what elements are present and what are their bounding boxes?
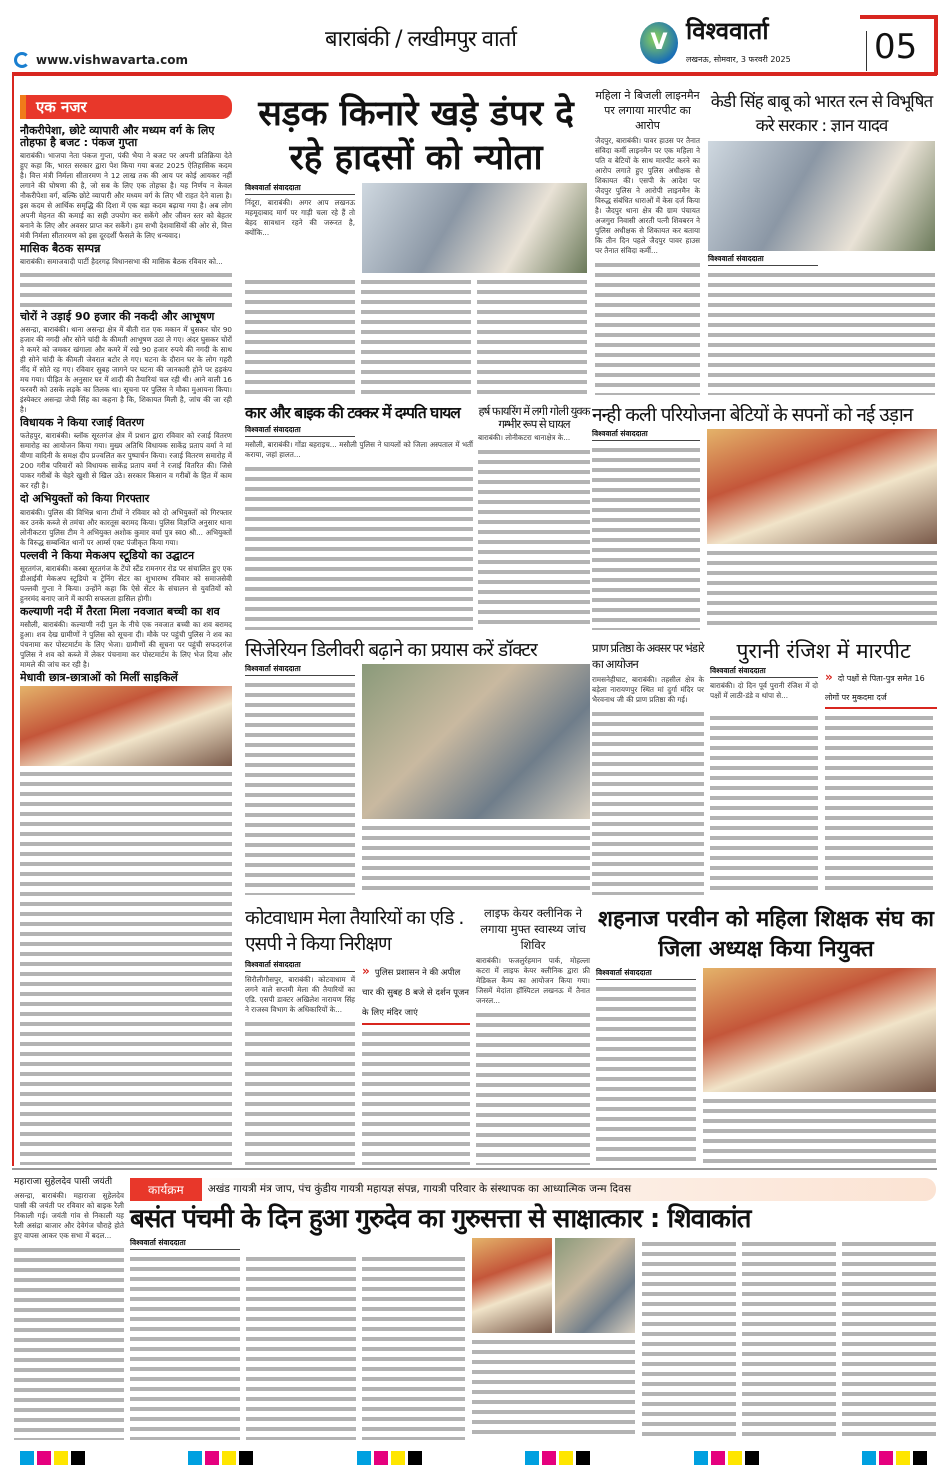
lineman-body: जैदपुर, बाराबंकी। पावर हाउस पर तैनात संविदा कर्मी लाइनमैन पर एक महिला ने पति व बेटियों के साथ मारपीट करने का आरोप लगाते हुए पुलिस अधीक्षक से शिकायत की। एसपी के आदेश पर जैदपुर पुलिस ने आरोपी लाइनमैन के विरुद्ध संबंधित धाराओं में केस दर्ज किया है। जैदपुर थाना क्षेत्र की ग्राम पंचायत अजगुरा निवासी आरती पत्नी शिवबरन ने पुलिस अधीक्षक से शिकायत कर बताया कि तीन दिन पहले जैदपुर पावर हाउस पर तैनात संविदा कर्मी... — [595, 136, 700, 255]
kotwadham-text-lines — [362, 1028, 470, 1165]
basant-text-lines — [642, 1238, 936, 1440]
story-body: मसौली, बाराबंकी। कल्याणी नदी पुल के नीचे एक नवजात बच्ची का शव बरामद हुआ। शव देख ग्रामीणों ने पुलिस को सूचना दी। मौके पर पहुंची पुलिस ने शव का पंचनामा कर पोस्टमार्टम के लिए भेजा। ग्रामीणों की सूचना पर पहुंची सफदरगंज पुलिस ने शव को कब्जे में लेकर पंचनामा कर पोस्टमार्टम के लिए भेज दिया और मामले की जांच कर रही है। — [20, 619, 232, 669]
lead-headline: सड़क किनारे खड़े डंपर दे रहे हादसों को न्योता — [258, 94, 574, 178]
byline: विश्ववार्ता संवाददाता — [596, 968, 696, 980]
shahnaz-text-lines — [703, 1095, 936, 1165]
story-headline: मासिक बैठक सम्पन्न — [20, 242, 101, 256]
lineman-text-lines — [595, 259, 700, 395]
pran-text-lines — [592, 708, 704, 895]
registration-swatch — [711, 1451, 725, 1465]
quote-chevron-icon: » — [362, 964, 370, 978]
brand-logo-icon: V — [640, 22, 678, 64]
registration-swatch-group — [20, 1450, 88, 1466]
gathering-photo — [555, 1238, 635, 1333]
story-body: फतेहपुर, बाराबंकी। ब्लॉक सूरतगंज क्षेत्र में प्रधान द्वारा रविवार को रजाई वितरण समारोह का आयोजन किया गया। मुख्य अतिथि विधायक साकेंद्र प्रताप वर्मा ने मां वीणा वादिनी के समक्ष दीप प्रज्वलित कर पुष्पार्चन किया। रजाई वितरण समारोह में 200 गरीब परिवारों को विधायक साकेंद्र प्रताप वर्मा ने रजाई वितरित की। जिसे पाकर गरीबों के चेहरे खुशी से खिल उठे। सरकार किसान व गरीबों के हित में काम कर रही है। — [20, 431, 232, 491]
registration-swatch-group — [525, 1450, 593, 1466]
basant-story — [130, 1178, 936, 1440]
byline: विश्ववार्ता संवाददाता — [130, 1238, 240, 1250]
registration-swatch — [525, 1451, 539, 1465]
story-headline: नौकरीपेशा, छोटे व्यापारी और मध्यम वर्ग के लिए तोहफा है बजट : पंकज गुप्ता — [20, 124, 215, 150]
registration-swatch — [357, 1451, 371, 1465]
kotwadham-body: सिरौलीगौसपुर, बाराबंकी। कोटवाधाम में लगने वाले सप्तमी मेला की तैयारियों का एडि. एसपी डाक्टर अखिलेश नारायण सिंह ने राजस्व विभाग के अधिकारियों के... — [245, 975, 355, 1014]
kd-singh-headline: केडी सिंह बाबू को भारत रत्न से विभूषित करे सरकार : ज्ञान यादव — [710, 92, 933, 136]
registration-swatch — [71, 1451, 85, 1465]
basant-text-lines — [130, 1253, 465, 1440]
ranjish-body: बाराबंकी। दो दिन पूर्व पुरानी रंजिश में दो पक्षों में लाठी-डंडे व थांपा से... — [710, 681, 818, 701]
pran-pratishtha-story — [592, 640, 704, 895]
story-headline: विधायक ने किया रजाई वितरण — [20, 416, 144, 430]
ranjish-pull-quote — [825, 666, 937, 709]
registration-swatch — [862, 1451, 876, 1465]
side-story-headline: महाराजा सुहेलदेव पासी जयंती — [14, 1177, 113, 1187]
nanhi-kali-event-photo — [707, 429, 937, 544]
nanhi-text-lines — [707, 547, 937, 630]
byline: विश्ववार्ता संवाददाता — [245, 425, 355, 437]
registration-swatch — [20, 1451, 34, 1465]
dumpers-road-photo — [362, 183, 587, 273]
registration-swatch — [694, 1451, 708, 1465]
shahnaz-text-lines — [596, 983, 696, 1165]
left-border — [12, 76, 14, 1166]
color-registration-bar — [20, 1450, 930, 1466]
shahnaz-story — [596, 905, 936, 1165]
car-bike-story — [245, 405, 473, 630]
basant-panchami-headline: बसंत पंचमी के दिन हुआ गुरुदेव का गुरुसत्ता से साक्षात्कार : शिवाकांत — [130, 1204, 751, 1234]
page-number: 05 — [874, 27, 918, 67]
car-bike-body: मसौली, बाराबंकी। गोंडा बहराइच... मसौली पुलिस ने घायलों को जिला अस्पताल में भर्ती कराया, जहां हालत... — [245, 440, 473, 460]
page-number-box — [860, 15, 938, 75]
story-body: सूरतगंज, बाराबंकी। कस्बा सूरतगंज के टेंपो स्टैंड रामनगर रोड पर संचालित हुए एक डीआईवी मेकअप स्टूडियो व ट्रेनिंग सेंटर का शुभारम्भ रविवार को समाजसेवी पल्लवी गुप्ता ने किया। उन्होंने कहा कि ऐसे सेंटर के संचालन से युवतियों को हुनरमंद बनाए जाने में काफी सफलता हासिल होगी। — [20, 563, 232, 603]
story-text-lines — [20, 269, 232, 309]
browser-icon — [14, 52, 30, 68]
registration-swatch — [391, 1451, 405, 1465]
lifecare-headline: लाइफ केयर क्लीनिक ने लगाया मुफ्त स्वास्थ्य जांच शिविर — [480, 906, 586, 952]
registration-swatch — [542, 1451, 556, 1465]
story-body: बाराबंकी। पुलिस की विभिन्न थाना टीमों ने रविवार को दो अभियुक्तों को गिरफ्तार कर उनके कब्जे से तमंचा और कारतूस बरामद किया। पुलिस विज्ञप्ति अनुसार थाना लोनीकटरा पुलिस टीम ने अभियुक्त अशोक कुमार वर्मा पुत्र स्व0 श्री... अभियुक्तों के विरुद्ध सम्बन्धित थानों पर आर्म्स एक्ट पंजीकृत किया गया। — [20, 507, 232, 547]
brand-name: विश्ववार्ता — [686, 17, 769, 45]
registration-swatch-group — [357, 1450, 425, 1466]
registration-swatch — [576, 1451, 590, 1465]
shahnaz-headline: शहनाज परवीन को महिला शिक्षक संघ का जिला अध्यक्ष किया नियुक्त — [597, 907, 934, 962]
registration-swatch — [54, 1451, 68, 1465]
kotwadham-pull-quote — [362, 960, 470, 1025]
nanhi-kali-headline: नन्ही कली परियोजना बेटियों के सपनों को नई उड़ान — [592, 404, 913, 426]
kotwadham-text-lines — [245, 1018, 355, 1165]
pran-pratishtha-headline: प्राण प्रतिष्ठा के अवसर पर भंडारे का आयोजन — [592, 641, 704, 671]
registration-swatch — [896, 1451, 910, 1465]
registration-swatch — [205, 1451, 219, 1465]
ranjish-text-lines — [710, 712, 937, 895]
lineman-headline: महिला ने बिजली लाइनमैन पर लगाया मारपीट का आरोप — [595, 89, 700, 132]
purani-ranjish-story — [710, 640, 937, 895]
nanhi-kali-story — [592, 405, 937, 630]
story-body: बाराबंकी। समाजवादी पार्टी हैदरगढ़ विधानसभा की मासिक बैठक रविवार को... — [20, 257, 223, 267]
registration-swatch — [374, 1451, 388, 1465]
story-headline: चोरों ने उड़ाई 90 हजार की नकदी और आभूषण — [20, 310, 215, 324]
cesarean-headline: सिजेरियन डिलीवरी बढ़ाने का प्रयास करें डॉक्टर — [245, 639, 537, 661]
byline: विश्ववार्ता संवाददाता — [245, 664, 355, 676]
story-headline: दो अभियुक्तों को किया गिरफ्तार — [20, 492, 150, 506]
lifecare-body: बाराबंकी। फजलुर्रहमान पार्क, मोहल्ला कटरा में लाइफ केयर क्लीनिक द्वारा फ्री मेडिकल कैम्प का आयोजन किया गया। जिसमें मेदांता हॉस्पिटल लखनऊ में तैनात जनरल... — [476, 956, 590, 1005]
story-body: असन्द्रा, बाराबंकी। थाना असन्द्रा क्षेत्र में बीती रात एक मकान में घुसकर चोर 90 हजार की नगदी और सोने चांदी के कीमती आभूषण उठा ले गए। अंदर घुसकर चोरों ने कमरे को जमकर खंगाला और कमरे में रखे 90 हजार रुपये की नगदी के साथ ही सोने चांदी के कीमती जेवरात बटोर ले गए। घटना के दौरान घर के लोग गहरी नींद में सोते रह गए। रविवार सुबह जागने पर घटना की जानकारी होने पर हड़कंप मच गया। पीड़ित के अनुसार घर में शादी की तैयारियां चल रही थी। आने वाली 16 फरवरी को उसके लड़के का तिलक था। सूचना पर पुलिस ने मौका मुआयना किया। इंस्पेक्टर असन्द्रा जेपी सिंह का कहना है कि, शिकायत मिली है, जांच की जा रही है। — [20, 325, 232, 415]
pran-pratishtha-body: रामसनेहीघाट, बाराबंकी। तहसील क्षेत्र के बड़ेला नारायणपुर स्थित मां दुर्गा मंदिर पर भैरवनाथ जी की प्राण प्रतिष्ठा की गई। — [592, 675, 704, 704]
nanhi-text-lines — [592, 444, 700, 630]
karyakram-strap — [130, 1178, 936, 1201]
side-story-body: असन्द्रा, बाराबंकी। महाराजा सुहेलदेव पासी की जयंती पर रविवार को बाइक रैली निकाली गई। जयंती गांव से निकाली यह रैली असंद्रा बाजार और देवेगंज चौराहे होते हुए वापस आकर एक सभा में बदल... — [14, 1190, 124, 1240]
byline: विश्ववार्ता संवाददाता — [245, 960, 355, 972]
registration-swatch — [745, 1451, 759, 1465]
firing-headline: हर्ष फायरिंग में लगी गोली युवक गम्भीर रूप से घायल — [478, 404, 590, 431]
website-link[interactable]: www.vishwavarta.com — [36, 53, 188, 67]
registration-swatch — [913, 1451, 927, 1465]
cesarean-text-lines — [245, 679, 355, 895]
masthead — [0, 0, 945, 76]
registration-swatch — [728, 1451, 742, 1465]
story-text-lines — [20, 768, 232, 1165]
registration-swatch — [222, 1451, 236, 1465]
story-body: बाराबंकी। भाजपा नेता पंकज गुप्ता, पंकी भैया ने बजट पर अपनी प्रतिक्रिया देते हुए कहा कि, भारत सरकार द्वारा पेश किया गया बजट 2025 ऐतिहासिक कदम है। वित्त मंत्री निर्मला सीतारमण ने 12 लाख तक की आय पर कोई आयकर नहीं लगाने की घोषणा की है, जो सब के लिए एक तोहफा है। यह निर्णय न केवल नौकरीपेशा वर्ग, बल्कि छोटे व्यापारी और मध्यम वर्ग के लिए भी राहत देने वाला है। इस कदम से आर्थिक समृद्धि की दिशा में एक बड़ा कदम बढ़ाया गया है। अब लोग अपनी मेहनत की कमाई का सही उपयोग कर सकेंगे और जीवन स्तर को बेहतर बनाने के लिए और अवसर प्राप्त कर सकेंगे। हम सभी देशवासियों की ओर से, वित्त मंत्री निर्मला सीतारमण को इस दूरदर्शी फैसले के लिए धन्यवाद। — [20, 151, 232, 241]
registration-swatch — [239, 1451, 253, 1465]
cesarean-story — [245, 640, 590, 895]
lead-story — [245, 92, 587, 395]
pull-quote-text: दो पक्षों से पिता-पुत्र समेत 16 लोगों पर मुकदमा दर्ज — [825, 674, 925, 703]
lifecare-text-lines — [476, 1009, 590, 1165]
quote-chevron-icon: » — [825, 670, 833, 685]
story-headline: मेधावी छात्र-छात्राओं को मिलीं साइकिलें — [20, 670, 178, 684]
lead-text-lines — [245, 276, 587, 395]
registration-swatch-group — [188, 1450, 256, 1466]
firing-story — [478, 405, 590, 630]
registration-swatch-group — [694, 1450, 762, 1466]
kd-singh-statue-photo — [708, 141, 935, 251]
firing-body: बाराबंकी। लोनीकटरा थानाक्षेत्र के... — [478, 433, 571, 443]
cesarean-text-lines — [362, 822, 590, 895]
story-headline: कल्याणी नदी में तैरता मिला नवजात बच्ची का शव — [20, 604, 220, 618]
kotwadham-headline: कोटवाधाम मेला तैयारियों का एडि . एसपी ने किया निरीक्षण — [245, 907, 464, 955]
kd-singh-story — [708, 90, 935, 395]
ek-nazar-banner: एक नजर — [20, 95, 232, 119]
section-title: बाराबंकी / लखीमपुर वार्ता — [325, 27, 516, 52]
dateline: लखनऊ, सोमवार, 3 फरवरी 2025 — [686, 55, 791, 64]
lead-body: निंदूरा, बाराबंकी। अगर आप लखनऊ महमूदाबाद मार्ग पर गाड़ी चला रहे हैं तो बेहद सावधान रहने की जरूरत है, क्योंकि... — [245, 198, 355, 237]
byline: विश्ववार्ता संवाददाता — [592, 429, 700, 441]
strap-text: अखंड गायत्री मंत्र जाप, पंच कुंडीय गायत्री महायज्ञ संपन्न, गायत्री परिवार के संस्थापक का आध्यात्मिक जन्म दिवस — [207, 1183, 632, 1195]
registration-swatch — [188, 1451, 202, 1465]
bottom-rule — [12, 1168, 937, 1170]
side-text-lines — [14, 1244, 124, 1440]
byline: विश्ववार्ता संवाददाता — [708, 254, 818, 266]
side-story — [14, 1178, 124, 1440]
car-bike-headline: कार और बाइक की टक्कर में दम्पति घायल — [245, 404, 460, 422]
students-cycles-photo — [20, 686, 232, 766]
lifecare-story — [476, 905, 590, 1165]
header-rule — [12, 72, 937, 76]
pull-quote-text: पुलिस प्रशासन ने की अपील चार की सुबह 8 बजे से दर्शन पूजन के लिए मंदिर जाएं — [362, 968, 470, 1018]
registration-swatch — [559, 1451, 573, 1465]
purani-ranjish-headline: पुरानी रंजिश में मारपीट — [736, 639, 911, 663]
kotwadham-story — [245, 905, 470, 1165]
shahnaz-felicitation-photo — [703, 968, 936, 1092]
firing-text-lines — [478, 446, 590, 630]
car-text-lines — [245, 463, 473, 630]
basant-text-lines — [472, 1336, 635, 1440]
lineman-story — [595, 88, 700, 395]
registration-swatch — [37, 1451, 51, 1465]
ek-nazar-column — [20, 95, 232, 1165]
registration-swatch-group — [862, 1450, 930, 1466]
byline: विश्ववार्ता संवाददाता — [710, 666, 818, 678]
registration-swatch — [879, 1451, 893, 1465]
yagya-photo — [472, 1238, 552, 1333]
doctors-meeting-photo — [362, 664, 590, 819]
section-tag: कार्यक्रम — [130, 1178, 202, 1201]
byline: विश्ववार्ता संवाददाता — [245, 183, 355, 195]
story-headline: पल्लवी ने किया मेकअप स्टूडियो का उद्घाटन — [20, 548, 195, 562]
registration-swatch — [408, 1451, 422, 1465]
kd-text-lines — [708, 269, 935, 395]
